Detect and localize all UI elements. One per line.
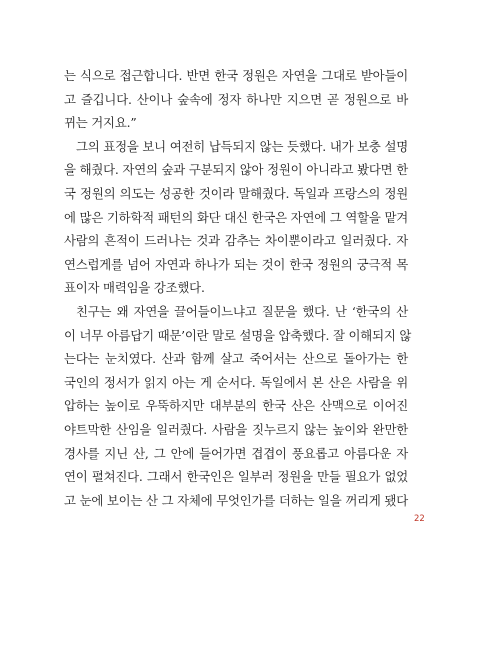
- text-line: 표이자 매력임을 강조했다.: [64, 280, 205, 296]
- text-line: 친구는 왜 자연을 끌어들이느냐고 질문을 했다. 난 ‘한국의 산: [76, 303, 408, 319]
- text-line: 연스럽게를 넘어 자연과 하나가 되는 것이 한국 정원의 궁극적 목: [64, 256, 408, 272]
- text-line: 는다는 눈치였다. 산과 함께 살고 죽어서는 산으로 돌아가는 한: [64, 351, 408, 367]
- text-line: 그의 표정을 보니 여전히 납득되지 않는 듯했다. 내가 보충 설명: [76, 138, 408, 154]
- text-line: 을 해줬다. 자연의 숲과 구분되지 않아 정원이 아니라고 봤다면 한: [64, 162, 408, 178]
- text-line: 국 정원의 의도는 성공한 것이라 말해줬다. 독일과 프랑스의 정원: [64, 185, 408, 201]
- text-line: 경사를 지닌 산, 그 안에 들어가면 겹겹이 풍요롭고 아름다운 자: [64, 445, 408, 461]
- text-line: 에 많은 기하학적 패턴의 화단 대신 한국은 자연에 그 역할을 맡겨: [64, 209, 408, 225]
- text-line: 고 눈에 보이는 산 그 자체에 무엇인가를 더하는 일을 꺼리게 됐다: [64, 492, 408, 508]
- text-line: 연이 펼쳐진다. 그래서 한국인은 일부러 정원을 만들 필요가 없었: [64, 469, 408, 485]
- text-line: 야트막한 산임을 일러줬다. 사람을 짓누르지 않는 높이와 완만한: [64, 421, 408, 437]
- text-line: 국인의 정서가 읽지 아는 게 순서다. 독일에서 본 산은 사람을 위: [64, 374, 408, 390]
- page-number: 22: [414, 514, 425, 524]
- text-line: 이 너무 아름답기 때문’이란 말로 설명을 압축했다. 잘 이해되지 않: [64, 327, 412, 343]
- text-line: 사람의 흔적이 드러나는 것과 감추는 차이뿐이라고 일러줬다. 자: [64, 233, 408, 249]
- text-line: 고 즐깁니다. 산이나 숲속에 정자 하나만 지으면 곧 정원으로 바: [64, 91, 408, 107]
- text-line: 뀌는 거지요.”: [64, 115, 137, 131]
- text-line: 는 식으로 접근합니다. 반면 한국 정원은 자연을 그대로 받아들이: [64, 68, 408, 83]
- body-text: [64, 64, 412, 512]
- text-line: 압하는 높이로 우뚝하지만 대부분의 한국 산은 산맥으로 이어진: [64, 398, 408, 414]
